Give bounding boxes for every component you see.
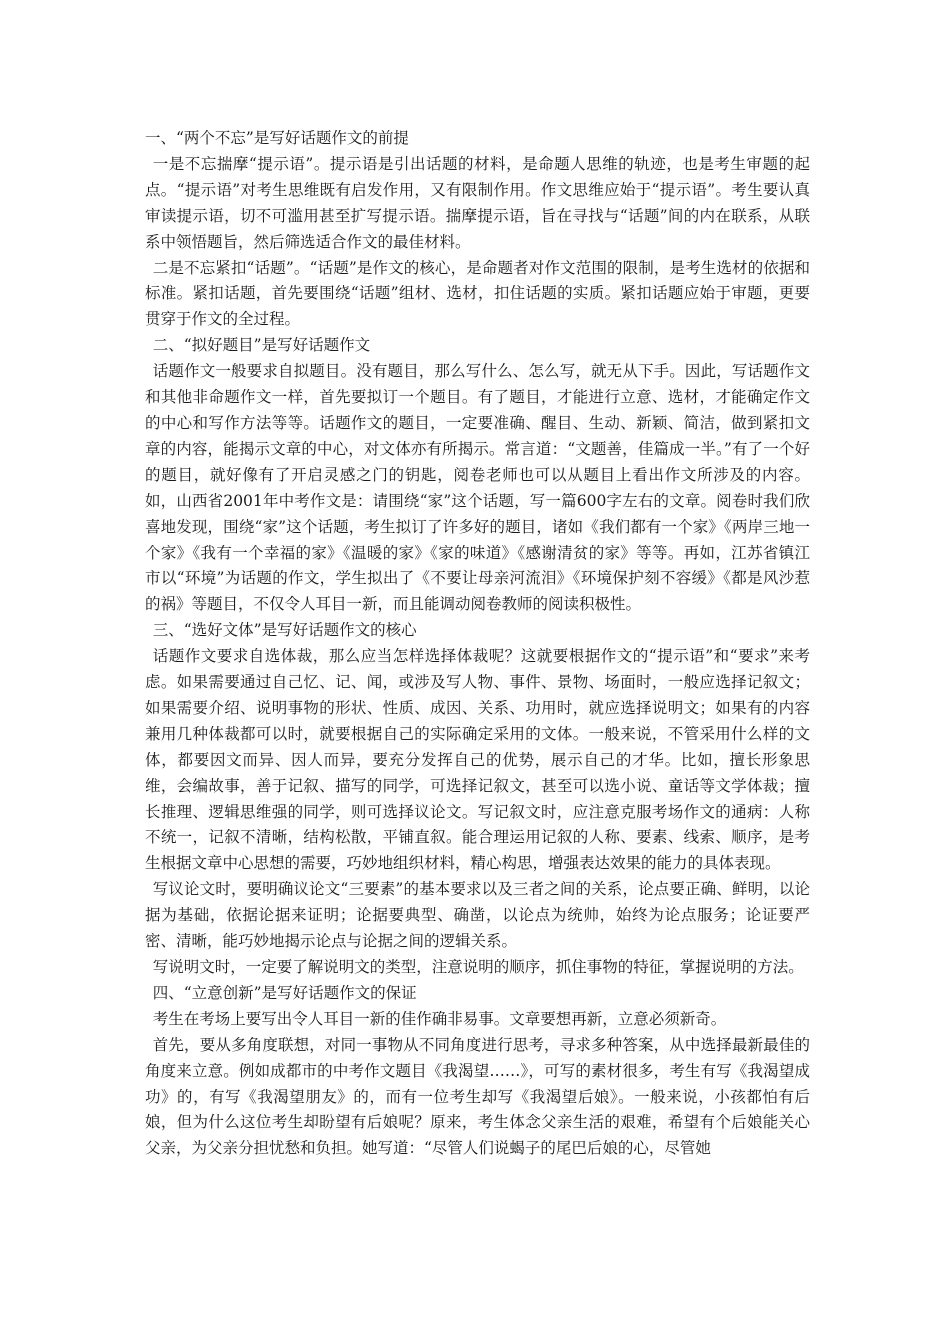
document-body <box>145 126 810 1162</box>
paragraph: 考生在考场上要写出令人耳目一新的佳作确非易事。文章要想再新，立意必须新奇。 <box>152 1009 727 1028</box>
paragraph: 话题作文要求自选体裁，那么应当怎样选择体裁呢？这就要根据作文的“提示语”和“要求”来考虑。如果需要通过自己忆、记、闻，或涉及写人物、事件、景物、场面时，一般应选择记叙文；如果需要介绍、说明事物的形状、性质、成因、关系、功用时，就应选择说明文；如果有的内容兼用几种体裁都可以时，就要根据自己的实际确定采用的文体。一般来说，不管采用什么样的文体，都要因文而异、因人而异，要充分发挥自己的优势，展示自己的才华。比如，擅长形象思维，会编故事，善于记叙、描写的同学，可选择记叙文，甚至可以选小说、童话等文学体裁；擅长推理、逻辑思维强的同学，则可选择议论文。写记叙文时，应注意克服考场作文的通病：人称不统一，记叙不清晰，结构松散，平铺直叙。能合理运用记叙的人称、要素、线索、顺序，是考生根据文章中心思想的需要，巧妙地组织材料，精心构思，增强表达效果的能力的具体表现。 <box>145 647 810 873</box>
section-heading-2: 二、“拟好题目”是写好话题作文 <box>152 336 371 355</box>
paragraph: 写说明文时，一定要了解说明文的类型，注意说明的顺序，抓住事物的特征，掌握说明的方法。 <box>152 958 804 976</box>
paragraph: 二是不忘紧扣“话题”。“话题”是作文的核心，是命题者对作文范围的限制，是考生选材的依据和标准。紧扣话题，首先要围绕“话题”组材、选材，扣住话题的实质。紧扣话题应始于审题，更要贯穿于作文的全过程。 <box>145 258 810 329</box>
paragraph: 一是不忘揣摩“提示语”。提示语是引出话题的材料，是命题人思维的轨迹，也是考生审题的起点。“提示语”对考生思维既有启发作用，又有限制作用。作文思维应始于“提示语”。考生要认真审读提示语，切不可滥用甚至扩写提示语。揣摩提示语，旨在寻找与“话题”间的内在联系，从联系中领悟题旨，然后筛选适合作文的最佳材料。 <box>145 154 810 251</box>
section-heading-1: 一、“两个不忘”是写好话题作文的前提 <box>145 129 409 147</box>
paragraph: 写议论文时，要明确议论文“三要素”的基本要求以及三者之间的关系，论点要正确、鲜明，以论据为基础，依据论据来证明；论据要典型、确凿，以论点为统帅，始终为论点服务；论证要严密、清晰，能巧妙地揭示论点与论据之间的逻辑关系。 <box>145 880 810 951</box>
section-heading-3: 三、“选好文体”是写好话题作文的核心 <box>152 621 417 640</box>
section-heading-4: 四、“立意创新”是写好话题作文的保证 <box>152 983 417 1002</box>
paragraph: 话题作文一般要求自拟题目。没有题目，那么写什么、怎么写，就无从下手。因此，写话题作文和其他非命题作文一样，首先要拟订一个题目。有了题目，才能进行立意、选材，才能确定作文的中心和写作方法等等。话题作文的题目，一定要准确、醒目、生动、新颖、简洁，做到紧扣文章的内容，能揭示文章的中心，对文体亦有所揭示。常言道：“文题善，佳篇成一半。”有了一个好的题目，就好像有了开启灵感之门的钥匙，阅卷老师也可以从题目上看出作文所涉及的内容。如，山西省2001年中考作文是：请围绕“家”这个话题，写一篇600字左右的文章。阅卷时我们欣喜地发现，围绕“家”这个话题，考生拟订了许多好的题目，诸如《我们都有一个家》《两岸三地一个家》《我有一个幸福的家》《温暖的家》《家的味道》《感谢清贫的家》等等。再如，江苏省镇江市以“环境”为话题的作文，学生拟出了《不要让母亲河流泪》《环境保护刻不容缓》《都是风沙惹的祸》等题目，不仅令人耳目一新，而且能调动阅卷教师的阅读积极性。 <box>145 362 810 614</box>
paragraph: 首先，要从多角度联想，对同一事物从不同角度进行思考，寻求多种答案，从中选择最新最佳的角度来立意。例如成都市的中考作文题目《我渴望……》，可写的素材很多，考生有写《我渴望成功》的，有写《我渴望朋友》的，而有一位考生却写《我渴望后娘》。一般来说，小孩都怕有后娘，但为什么这位考生却盼望有后娘呢？原来，考生体念父亲生活的艰难，希望有个后娘能关心父亲，为父亲分担忧愁和负担。她写道：“尽管人们说蝎子的尾巴后娘的心，尽管她 <box>145 1035 810 1158</box>
